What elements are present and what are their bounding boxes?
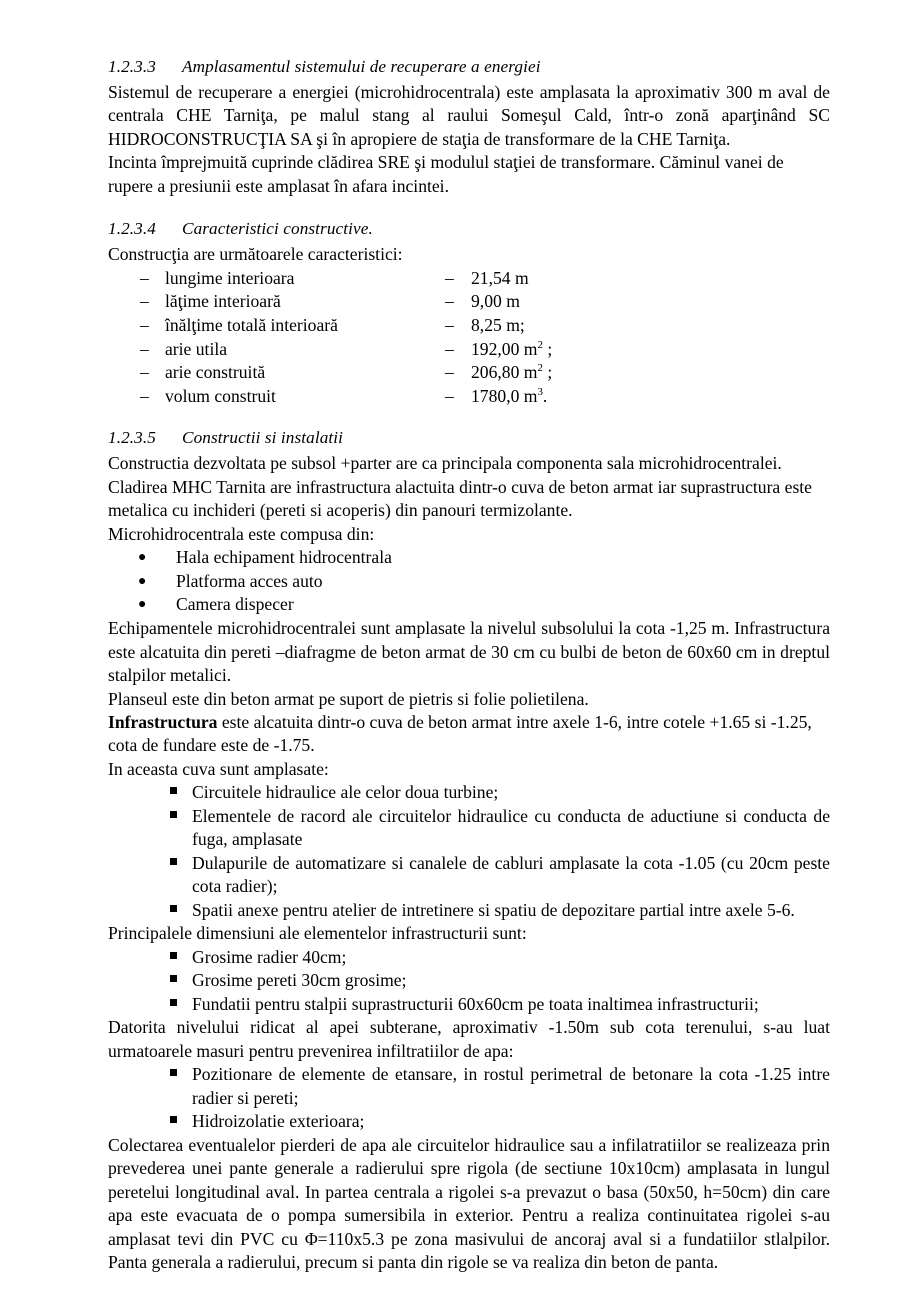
document-body [108,56,830,1275]
list-item [108,969,830,992]
value-suffix: . [542,385,548,406]
characteristic-label: lungime interioara [165,267,295,288]
section-title: Caracteristici constructive. [182,219,373,239]
list-item [108,946,830,969]
paragraph-infrastructura [108,711,830,758]
paragraph-cladirea-mhc: Cladirea MHC Tarnita are infrastructura alactuita dintr-o cuva de beton armat iar suprastructura este metalica cu inchideri (pereti si acoperis) din panouri termizolante. [108,476,812,521]
characteristic-value: 206,80 $m^2$ ; [471,362,553,383]
dimension-label: Grosime pereti 30cm grosime; [192,970,407,991]
list-item [108,546,830,570]
characteristic-value: 1780,0 $m^3$. [471,385,548,406]
list-item [108,852,830,899]
dash-marker: – [140,338,149,359]
paragraph-colectarea: Colectarea eventualelor pierderi de apa ale circuitelor hidraulice sau a infilatratiilor se realizeaza prin prevederea unei pante generale a radierului spre rigola (de sectiune 10x10cm) amplasata in lungul peretelui longitudinal aval. In partea centrala a rigolei s-a prevazut o basa (50x50, h=50cm) din care apa este evacuata de o pompa sumersibila in exterior. Pentru a realiza continuitatea rigolei s-au amplasat tevi din PVC cu Φ=110x5.3 pe zona masivului de ancoraj aval si a fundatiilor stlalpilor. Panta generala a radierului, precum si panta din rigole se va realiza din beton de panta. [108,1134,830,1273]
list-item [108,781,830,804]
paragraph-compusa-din: Microhidrocentrala este compusa din: [108,523,375,544]
paragraph-constructia-dezvoltata: Constructia dezvoltata pe subsol +parter are ca principala componenta sala microhidrocentralei. [108,453,782,474]
component-label: Camera dispecer [176,594,294,615]
characteristic-label: arie construită [165,362,266,383]
dash-marker: – [140,314,149,335]
dash-separator: – [445,314,454,335]
component-label: Hala echipament hidrocentrala [176,547,392,568]
waterproof-label: Hidroizolatie exterioara; [192,1111,365,1132]
list-item [108,593,830,617]
cuva-item-label: Circuitele hidraulice ale celor doua turbine; [192,782,499,803]
waterproof-label: Pozitionare de elemente de etansare, in rostul perimetral de betonare la cota -1.25 intre radier si pereti; [192,1064,830,1108]
characteristic-label: volum construit [165,385,276,406]
section-title: Amplasamentul sistemului de recuperare a energiei [182,57,541,76]
value-suffix: ; [542,338,553,359]
characteristic-value: 192,00 $m^2$ ; [471,338,553,359]
dash-separator: – [445,362,454,383]
list-item [108,993,830,1016]
list-item [108,570,830,594]
component-label: Platforma acces auto [176,570,323,591]
section-number: 1.2.3.4 [108,219,156,239]
characteristics-list [108,267,830,408]
dash-separator: – [445,338,454,359]
waterproofing-list [108,1063,830,1133]
round-bullet-icon: ● [138,550,147,566]
section-title: Constructii si instalatii [182,428,344,448]
dash-marker: – [140,362,149,383]
unit-exponent: 3 [537,385,543,398]
list-item [108,338,830,362]
dash-marker: – [140,267,149,288]
section-heading-1-2-3-5 [108,427,830,450]
dimension-label: Grosime radier 40cm; [192,946,347,967]
dash-marker: – [140,291,149,312]
paragraph-echipamentele: Echipamentele microhidrocentralei sunt amplasate la nivelul subsolului la cota -1,25 m. Infrastructura este alcatuita din pereti –diafragme de beton armat de 30 cm cu bulbi de beton de 60x60 cm in dreptul stalpilor metalici. [108,618,830,686]
characteristic-label: înălţime totală interioară [165,314,338,335]
list-item [108,314,830,338]
infrastructura-bold-term: Infrastructura [108,711,218,732]
dimensions-list [108,946,830,1016]
unit-exponent: 2 [537,338,543,351]
list-item [108,290,830,314]
section-number: 1.2.3.5 [108,428,156,448]
section-heading-1-2-3-3 [108,56,830,79]
dimension-label: Fundatii pentru stalpii suprastructurii 60x60cm pe toata inaltimea infrastructurii; [192,993,759,1014]
characteristic-value: 9,00 m [471,291,520,312]
cuva-items-list [108,781,830,922]
characteristic-value: 21,54 m [471,267,529,288]
paragraph-planseul: Planseul este din beton armat pe suport de pietris si folie polietilena. [108,688,589,709]
characteristic-label: lăţime interioară [165,291,281,312]
dash-marker: – [140,385,149,406]
cuva-item-label: Dulapurile de automatizare si canalele de cabluri amplasate la cota -1.05 (cu 20cm peste cota radier); [192,852,830,897]
paragraph-amplasament-2: Incinta împrejmuită cuprinde clădirea SRE şi modulul staţiei de transformare. Căminul vanei de rupere a presiunii este amplasat în afara incintei. [108,152,784,196]
characteristic-value: 8,25 m; [471,314,525,335]
list-item [108,1110,830,1133]
paragraph-amplasament-1: Sistemul de recuperare a energiei (microhidrocentrala) este amplasata la aproximativ 300 m aval de centrala CHE Tarniţa, pe malul stang al raului Someşul Cald, într-o zonă aparţinând SC HIDROCONSTRUCŢIA SA şi în apropiere de staţia de transformare de la CHE Tarniţa. [108,81,830,149]
list-item [108,805,830,852]
value-suffix: ; [542,362,553,383]
list-item [108,1063,830,1110]
dash-separator: – [445,291,454,312]
paragraph-in-aceasta-cuva: In aceasta cuva sunt amplasate: [108,758,329,779]
infrastructura-rest: este alcatuita dintr-o cuva de beton armat intre axele 1-6, intre cotele +1.65 si -1.25, cota de fundare este de -1.75. [108,711,812,756]
list-item [108,899,830,922]
dash-separator: – [445,385,454,406]
list-item [108,267,830,291]
components-list [108,546,830,617]
paragraph-caracteristici-intro: Construcţia are următoarele caracteristici: [108,244,403,265]
paragraph-principalele-dimensiuni: Principalele dimensiuni ale elementelor infrastructurii sunt: [108,923,527,944]
list-item [108,361,830,385]
cuva-item-label: Elementele de racord ale circuitelor hidraulice cu conducta de aductiune si conducta de fuga, amplasate [192,805,830,850]
section-number: 1.2.3.3 [108,57,156,76]
characteristic-label: arie utila [165,338,228,359]
paragraph-datorita-nivelului: Datorita nivelului ridicat al apei subterane, aproximativ -1.50m sub cota terenului, s-au luat urmatoarele masuri pentru prevenirea infiltratiilor de apa: [108,1017,830,1061]
unit-exponent: 2 [537,362,543,375]
cuva-item-label: Spatii anexe pentru atelier de intretinere si spatiu de depozitare partial intre axele 5-6. [192,899,795,920]
section-heading-1-2-3-4 [108,218,830,241]
round-bullet-icon: ● [138,573,147,589]
dash-separator: – [445,267,454,288]
round-bullet-icon: ● [138,597,147,613]
list-item [108,385,830,409]
